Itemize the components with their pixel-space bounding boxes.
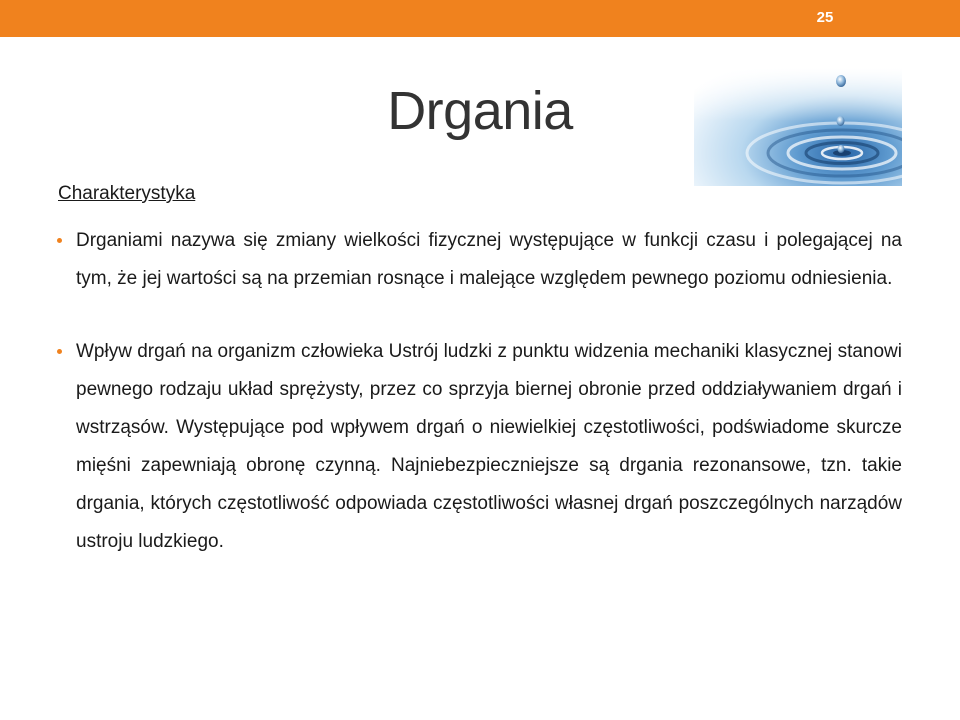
bullet-item bbox=[56, 333, 902, 561]
slide-title: Drgania bbox=[387, 81, 573, 141]
bullet-dot-icon bbox=[57, 349, 62, 354]
bullet-dot-icon bbox=[57, 238, 62, 243]
bullet-list bbox=[56, 222, 902, 561]
top-accent-bar bbox=[0, 0, 960, 37]
page-number: 25 bbox=[816, 9, 834, 26]
bullet-text: Drganiami nazywa się zmiany wielkości fizycznej występujące w funkcji czasu i polegającej na tym, że jej wartości są na przemian rosnące i malejące względem pewnego poziomu odniesienia. bbox=[76, 230, 902, 289]
bullet-text: Wpływ drgań na organizm człowieka Ustrój ludzki z punktu widzenia mechaniki klasycznej stanowi pewnego rodzaju układ sprężysty, przez co sprzyja biernej obronie przed oddziaływaniem drgań i wstrząsów. Występujące pod wpływem drgań o niewielkiej częstotliwości, podświadome skurcze mięśni zapewniają obronę czynną. Najniebezpieczniejsze są drgania rezonansowe, tzn. takie drgania, których częstotliwość odpowiada częstotliwości własnej drgań poszczególnych narządów ustroju ludzkiego. bbox=[76, 341, 902, 552]
bullet-item bbox=[56, 222, 902, 298]
section-subheading: Charakterystyka bbox=[58, 183, 196, 204]
